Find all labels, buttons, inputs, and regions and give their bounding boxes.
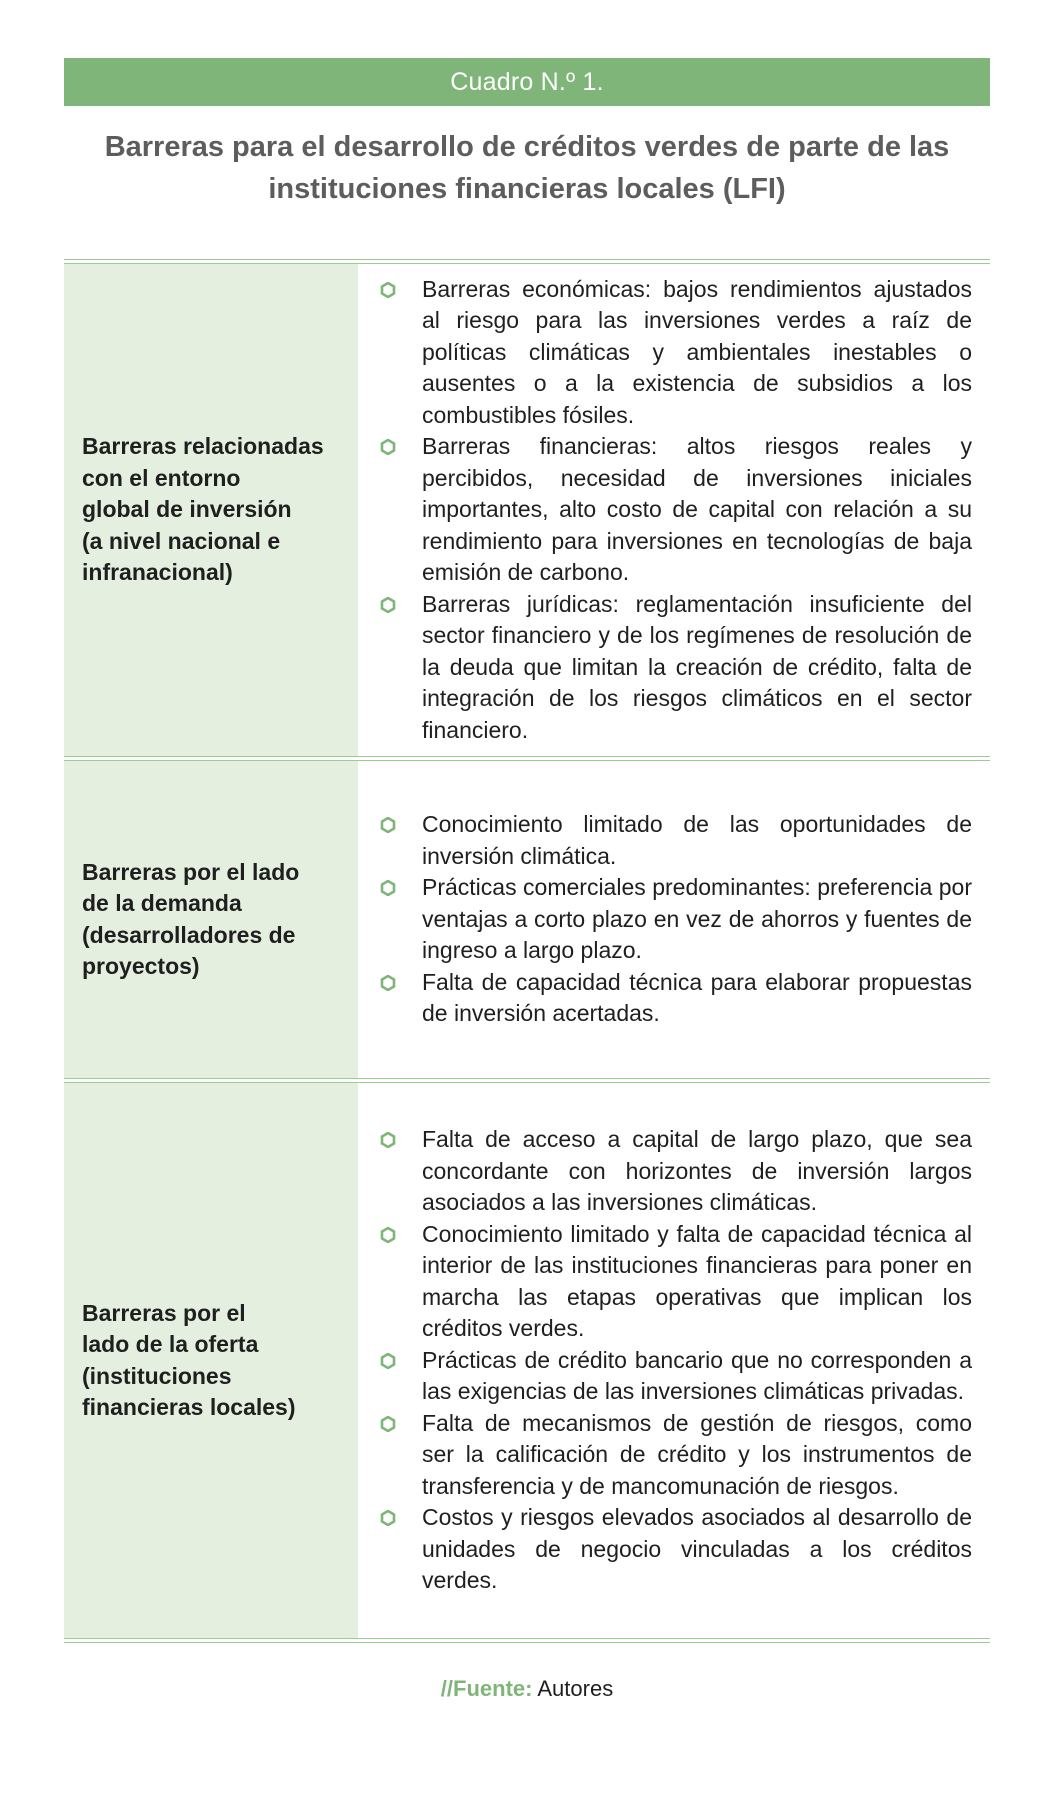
bullet-list	[372, 809, 972, 1030]
list-item-text: Barreras jurídicas: reglamentación insuficiente del sector financiero y de los regímenes de resolución de la deuda que limitan la creación de crédito, falta de integración de los riesgos climáticos en el sector financiero.	[422, 590, 972, 743]
hexagon-bullet-icon	[380, 880, 396, 896]
table-title: Barreras para el desarrollo de créditos verdes de parte de las instituciones financieras locales (LFI)	[104, 131, 950, 205]
list-item	[372, 1219, 972, 1345]
table-row	[64, 264, 990, 756]
row-header-label: Barreras relacionadas con el entorno global de inversión (a nivel nacional e infranacional)	[82, 433, 324, 586]
row-header-cell	[64, 264, 358, 756]
list-item-text: Falta de capacidad técnica para elaborar propuestas de inversión acertadas.	[422, 968, 972, 1027]
list-item-text: Falta de mecanismos de gestión de riesgos, como ser la calificación de crédito y los instrumentos de transferencia y de mancomunación de riesgos.	[422, 1409, 972, 1499]
list-item-text: Conocimiento limitado y falta de capacidad técnica al interior de las instituciones financieras para poner en marcha las etapas operativas que implican los créditos verdes.	[422, 1220, 972, 1342]
list-item-text: Barreras financieras: altos riesgos reales y percibidos, necesidad de inversiones iniciales importantes, alto costo de capital con relación a su rendimiento para inversiones en tecnologías de baja emisión de carbono.	[422, 433, 972, 586]
list-item	[372, 589, 972, 747]
list-item	[372, 274, 972, 432]
source-value: Autores	[537, 1676, 614, 1701]
row-header-cell	[64, 1083, 358, 1638]
hexagon-bullet-icon	[380, 975, 396, 991]
table-row	[64, 1083, 990, 1638]
table-caption-bar	[64, 58, 990, 106]
hexagon-bullet-icon	[380, 1510, 396, 1526]
row-header-label: Barreras por el lado de la demanda (desarrolladores de proyectos)	[82, 858, 300, 979]
hexagon-bullet-icon	[380, 1132, 396, 1148]
table-caption: Cuadro N.º 1.	[450, 67, 604, 96]
list-item-text: Costos y riesgos elevados asociados al desarrollo de unidades de negocio vinculadas a los créditos verdes.	[422, 1504, 972, 1594]
list-item-text: Prácticas de crédito bancario que no corresponden a las exigencias de las inversiones climáticas privadas.	[422, 1346, 972, 1405]
list-item	[372, 1408, 972, 1503]
row-content-cell	[358, 264, 990, 756]
list-item-text: Falta de acceso a capital de largo plazo, que sea concordante con horizontes de inversión largos asociados a las inversiones climáticas.	[422, 1126, 972, 1216]
row-header-label: Barreras por el lado de la oferta (instituciones financieras locales)	[82, 1299, 296, 1420]
bullet-list	[372, 1124, 972, 1597]
table-row	[64, 761, 990, 1078]
list-item	[372, 1345, 972, 1408]
row-content-cell	[358, 1083, 990, 1638]
list-item	[372, 431, 972, 589]
hexagon-bullet-icon	[380, 439, 396, 455]
row-header-cell	[64, 761, 358, 1078]
hexagon-bullet-icon	[380, 597, 396, 613]
hexagon-bullet-icon	[380, 282, 396, 298]
hexagon-bullet-icon	[380, 1353, 396, 1369]
hexagon-bullet-icon	[380, 817, 396, 833]
bullet-list	[372, 274, 972, 747]
list-item	[372, 967, 972, 1030]
hexagon-bullet-icon	[380, 1227, 396, 1243]
list-item	[372, 1124, 972, 1219]
list-item-text: Conocimiento limitado de las oportunidades de inversión climática.	[422, 811, 972, 869]
row-content-cell	[358, 761, 990, 1078]
list-item-text: Barreras económicas: bajos rendimientos ajustados al riesgo para las inversiones verdes a raíz de políticas climáticas y ambientales inestables o ausentes o a la existencia de subsidios a los combustibles fósiles.	[422, 275, 972, 428]
source-note	[0, 1676, 1054, 1702]
table-bottom-rule	[64, 1638, 990, 1643]
list-item-text: Prácticas comerciales predominantes: preferencia por ventajas a corto plazo en vez de ahorros y fuentes de ingreso a largo plazo.	[422, 874, 972, 964]
list-item	[372, 872, 972, 967]
hexagon-bullet-icon	[380, 1416, 396, 1432]
list-item	[372, 1502, 972, 1597]
list-item	[372, 809, 972, 872]
source-label: //Fuente:	[440, 1676, 533, 1701]
